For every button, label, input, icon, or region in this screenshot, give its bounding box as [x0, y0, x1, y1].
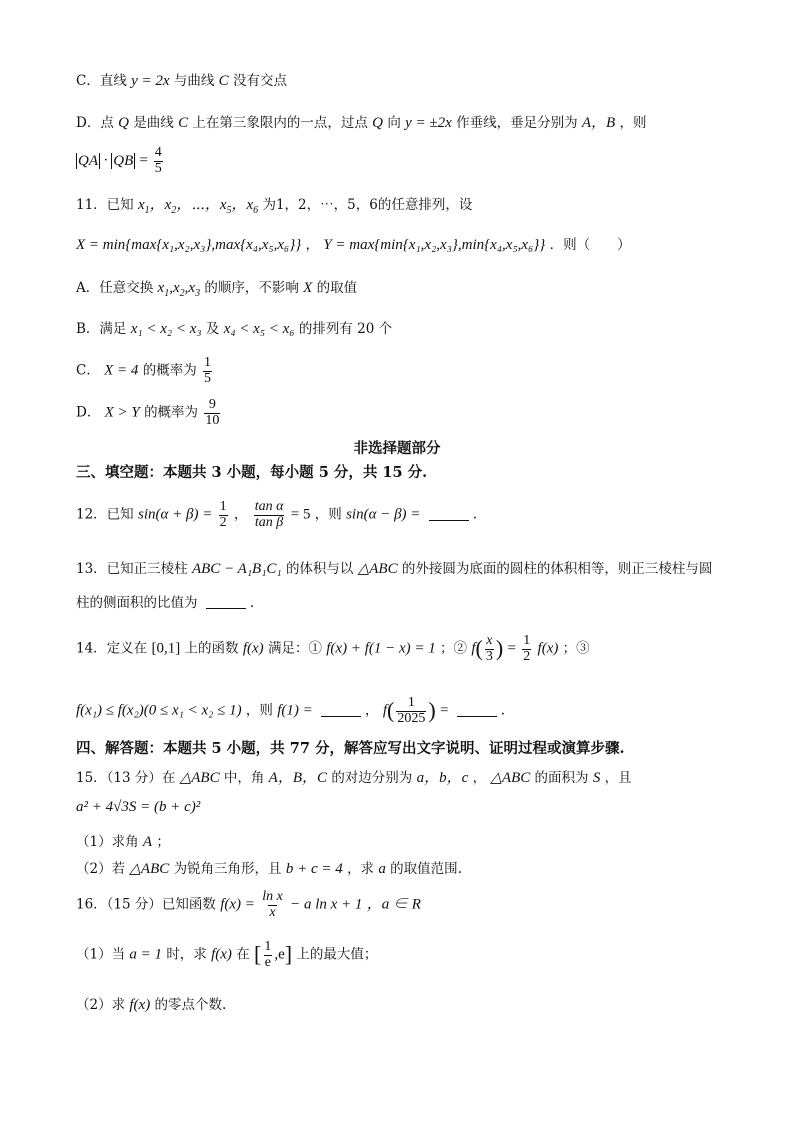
numerator: 1: [264, 939, 272, 954]
math: =: [439, 702, 449, 719]
fraction: [522, 634, 531, 664]
fraction: [254, 500, 285, 530]
numerator: 4: [154, 145, 162, 160]
math: △ABC: [490, 770, 531, 786]
math: = 5: [290, 506, 311, 523]
math: sin(α + β) =: [137, 506, 213, 523]
text: 16．（15 分）已知函数: [76, 896, 216, 913]
text: C．直线: [76, 73, 127, 89]
text: 向: [387, 115, 401, 131]
text: 的体积与以: [285, 561, 354, 577]
math: Q: [372, 115, 384, 131]
numerator: x: [486, 633, 493, 648]
q10-option-d: [76, 116, 647, 131]
math: − a ln x + 1: [290, 896, 363, 913]
text: 的外接圆为底面的圆柱的体积相等，则正三棱柱与圆: [401, 561, 713, 577]
math: y = ±2x: [405, 115, 452, 131]
text: 中，角: [223, 770, 265, 786]
text: 12．已知: [76, 506, 134, 523]
denominator: 2: [523, 648, 531, 664]
q16-line1: [76, 890, 421, 920]
text: 14．定义在: [76, 640, 148, 657]
math: QA: [78, 152, 98, 169]
math-y-definition: Y = max{min{x₁,x₂,x₃},min{x₄,x₅,x₆}}: [323, 237, 546, 253]
math: a，b，c: [416, 770, 469, 786]
math: f(x): [129, 997, 151, 1013]
text: 是曲线: [133, 115, 174, 131]
denominator: x: [269, 904, 276, 920]
math: y = 2x: [131, 73, 170, 89]
text: 时，求: [166, 946, 207, 963]
answer-blank: [457, 704, 497, 717]
section3-title: 三、填空题：本题共 3 小题，每小题 5 分，共 15 分.: [76, 464, 428, 481]
q12: 12．已知 sin(α + β) = $\frac{1}{2}$ ， $\frac{\text{tan α}}{\text{tan β}}$ = 5 ，则 sin(α − β) = .: [76, 499, 478, 530]
numerator: tan α: [254, 499, 284, 514]
numerator: 1: [407, 695, 415, 710]
denominator: 10: [205, 412, 220, 428]
text: ；②: [440, 640, 468, 657]
math: f: [471, 640, 476, 657]
q10-option-c: [76, 74, 287, 89]
text: 的排列有 20 个: [298, 321, 393, 337]
fraction: [204, 398, 220, 428]
q11-option-d: [76, 398, 222, 428]
denominator: 5: [154, 160, 162, 176]
math: a: [378, 861, 386, 877]
text: D．: [76, 404, 101, 421]
answer-blank: [321, 704, 361, 717]
text: ；: [156, 834, 170, 850]
math: f(x) =: [220, 896, 255, 913]
text: 没有交点: [232, 73, 287, 89]
math: ,e: [274, 946, 285, 963]
text: （2）求: [76, 997, 126, 1013]
math: ，a ∈ R: [366, 896, 421, 913]
text: C．: [76, 362, 100, 379]
denominator: 2025: [397, 710, 426, 726]
math: =: [507, 640, 516, 657]
text: ．则（ ）: [549, 237, 631, 253]
text: 13．已知正三棱柱: [76, 561, 188, 577]
text: 15．（13 分）在: [76, 770, 176, 786]
fraction: [485, 634, 494, 664]
text: 的概率为: [142, 362, 197, 379]
text: ，求: [347, 861, 375, 877]
fraction: [396, 696, 426, 726]
math: f(x): [537, 640, 559, 657]
math: f(x): [211, 946, 232, 963]
q11-intro: 11．已知 $x_1$，$x_2$，⋯，$x_5$，$x_6$ 为1，2，⋯，5，6的任意排列，设: [76, 197, 473, 216]
answer-blank: [206, 596, 246, 609]
text: 的对边分别为: [331, 770, 413, 786]
part2-title: 非选择题部分: [353, 440, 441, 457]
text: 满足：①: [267, 640, 322, 657]
q11-option-a: A．任意交换 $x_1,x_2,x_3$ 的顺序，不影响 X 的取值: [76, 280, 358, 299]
text: ，则: [314, 506, 342, 523]
numerator: 1: [204, 355, 212, 370]
math: b + c = 4: [285, 861, 343, 877]
fraction: [203, 356, 212, 386]
text: B．满足: [76, 321, 127, 337]
text: 11．已知: [76, 197, 134, 213]
text: ，且: [604, 770, 632, 786]
math: C: [178, 115, 189, 131]
numerator: 1: [219, 499, 227, 514]
math: △ABC: [179, 770, 220, 786]
math: A: [142, 834, 153, 850]
text: （2）若: [76, 861, 126, 877]
math: △ABC: [357, 561, 398, 577]
text: 为1，2，⋯，5，6的任意排列，设: [262, 197, 473, 213]
math: QB: [113, 152, 134, 169]
math: X > Y: [104, 404, 140, 421]
math: ABC − A₁B₁C₁: [191, 561, 282, 577]
fraction: [219, 500, 228, 530]
math: f(x₁) ≤ f(x₂)(0 ≤ x₁ < x₂ ≤ 1): [76, 702, 242, 719]
text: 上的最大值；: [296, 946, 378, 963]
math: C: [218, 73, 229, 89]
q13-line1: [76, 562, 712, 577]
text: 的顺序，不影响: [204, 280, 299, 296]
text: ；③: [562, 640, 590, 657]
denominator: e: [264, 954, 271, 970]
q13-line2: [76, 596, 254, 611]
text: 的面积为: [534, 770, 589, 786]
text: 与曲线: [173, 73, 215, 89]
math: x₁ < x₂ < x₃: [130, 321, 202, 337]
numerator: ln x: [262, 889, 283, 904]
text: 及: [205, 321, 220, 337]
math: f(x) + f(1 − x) = 1: [326, 640, 436, 657]
math: sin(α − β) =: [346, 506, 421, 523]
math: f(1) =: [277, 702, 313, 719]
q10-option-d-formula: QA · QB = $\frac{4}{5}$: [78, 145, 162, 176]
numerator: 9: [208, 397, 216, 412]
denominator: 2: [219, 514, 227, 530]
q14-line2: f(x₁) ≤ f(x₂)(0 ≤ x₁ < x₂ ≤ 1) ，则 f(1) = ， f( $\frac{1}{2025}$ ) = .: [76, 695, 506, 726]
math: A，B: [581, 115, 616, 131]
text: （1）当: [76, 946, 126, 963]
q15-equation: [76, 800, 200, 815]
fraction: [261, 890, 284, 920]
text: .: [472, 506, 478, 523]
math: S: [592, 770, 601, 786]
math: x₄ < x₅ < x₆: [223, 321, 295, 337]
q11-definitions: X = min{max{x₁,x₂,x₃},max{x₄,x₅,x₆}} ， Y = max{min{x₁,x₂,x₃},min{x₄,x₅,x₆}} ．则（ ）: [76, 237, 631, 253]
math: a = 1: [129, 946, 163, 963]
text: ，: [472, 770, 487, 786]
math: X = 4: [104, 362, 139, 379]
q15-part1: [76, 835, 170, 850]
math: △ABC: [129, 861, 170, 877]
q15-line1: [76, 771, 632, 786]
math: f: [382, 702, 388, 719]
math: A，B，C: [268, 770, 328, 786]
text: ，则: [245, 702, 273, 719]
text: 的零点个数.: [154, 997, 227, 1013]
answer-blank: [429, 508, 469, 521]
q11-option-c: [76, 356, 214, 386]
math: Q: [118, 115, 129, 131]
text: 的取值: [316, 280, 358, 296]
numerator: 1: [523, 633, 531, 648]
denominator: 3: [485, 648, 493, 664]
text: 作垂线，垂足分别为: [456, 115, 578, 131]
q15-part2: [76, 862, 462, 877]
text: 的取值范围.: [390, 861, 462, 877]
text: .: [500, 702, 506, 719]
q16-part2: [76, 998, 226, 1013]
math: f(x): [242, 640, 264, 657]
q11-option-b: [76, 322, 392, 337]
text: 上在第三象限内的一点，过点: [192, 115, 368, 131]
text: （1）求角: [76, 834, 139, 850]
denominator: tan β: [254, 514, 284, 530]
fraction: [263, 940, 272, 970]
q16-part1: （1）当 a = 1 时，求 f(x) 在 [ $\frac{1}{e}$ ,e] 上的最大值；: [76, 939, 378, 970]
text: D．点: [76, 115, 114, 131]
fraction: [154, 146, 163, 176]
text: 上的函数: [184, 640, 239, 657]
text: 在: [236, 946, 250, 963]
text: 柱的侧面积的比值为: [76, 595, 198, 611]
text: ，则: [619, 115, 647, 131]
text: .: [249, 595, 255, 611]
math-x-definition: X = min{max{x₁,x₂,x₃},max{x₄,x₅,x₆}}: [76, 237, 302, 253]
q14-line1: 14．定义在 [0,1] 上的函数 f(x) 满足：① f(x) + f(1 − x) = 1 ；② f( $\frac{x}{3}$ ) = $\frac{1}{2}$ f(x) ；③: [76, 633, 590, 664]
text: A．任意交换: [76, 280, 154, 296]
math: X: [303, 280, 313, 296]
text: 的概率为: [144, 404, 199, 421]
math: [0,1]: [151, 640, 181, 657]
denominator: 5: [204, 370, 212, 386]
text: 为锐角三角形，且: [173, 861, 282, 877]
math: a² + 4√3S = (b + c)²: [76, 799, 201, 815]
section4-title: 四、解答题：本题共 5 小题，共 77 分，解答应写出文字说明、证明过程或演算步骤.: [76, 740, 625, 757]
